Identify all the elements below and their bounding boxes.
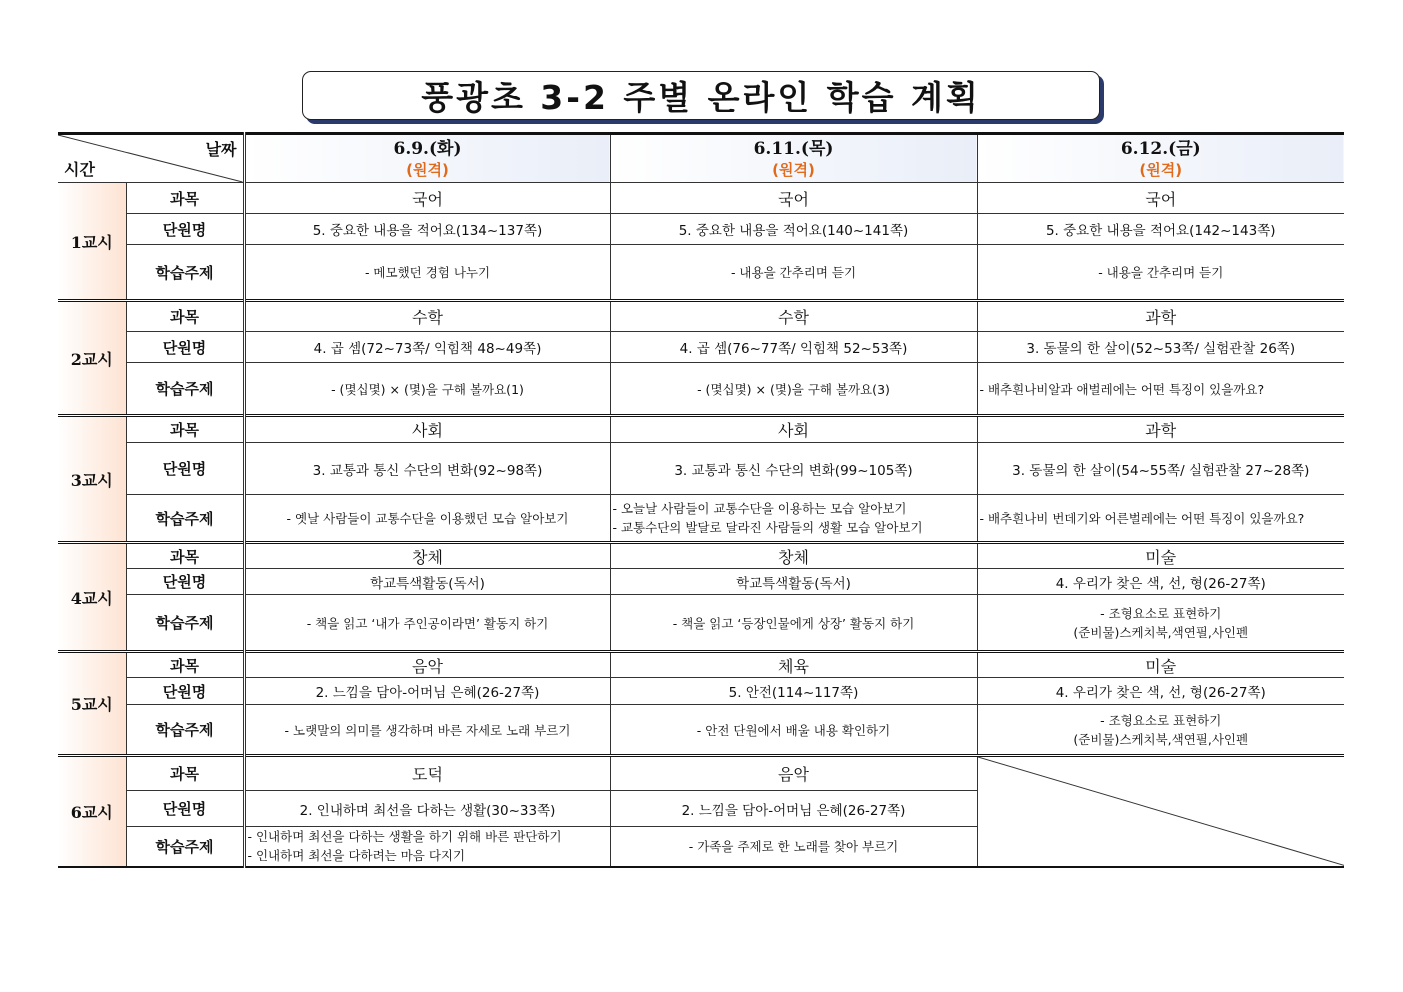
subject-cell: 창체 xyxy=(610,543,977,569)
topic-cell: - (몇십몇) × (몇)을 구해 볼까요(3) xyxy=(610,363,977,416)
topic-cell xyxy=(610,495,977,543)
unit-cell: 3. 동물의 한 살이(52~53쪽/ 실험관찰 26쪽) xyxy=(977,332,1344,363)
unit-cell: 2. 느낌을 담아-어머님 은혜(26-27쪽) xyxy=(244,678,610,705)
row-label-topic: 학습주제 xyxy=(126,363,244,416)
period-1-subject-row xyxy=(58,183,1344,214)
topic-cell: - 노랫말의 의미를 생각하며 바른 자세로 노래 부르기 xyxy=(244,705,610,756)
period-2-subject-row xyxy=(58,301,1344,332)
period-label: 1교시 xyxy=(58,183,126,301)
unit-cell: 5. 안전(114~117쪽) xyxy=(610,678,977,705)
day-date: 6.11.(목) xyxy=(753,138,834,159)
row-label-unit: 단원명 xyxy=(126,678,244,705)
period-5-unit-row xyxy=(58,678,1344,705)
period-4-topic-row xyxy=(58,595,1344,652)
row-label-subject: 과목 xyxy=(126,416,244,443)
topic-cell: - 내용을 간추리며 듣기 xyxy=(977,245,1344,301)
unit-cell: 5. 중요한 내용을 적어요(142~143쪽) xyxy=(977,214,1344,245)
period-label: 3교시 xyxy=(58,416,126,543)
date-label: 날짜 xyxy=(205,140,237,159)
header-row xyxy=(58,134,1344,183)
unit-cell: 5. 중요한 내용을 적어요(134~137쪽) xyxy=(244,214,610,245)
unit-cell: 5. 중요한 내용을 적어요(140~141쪽) xyxy=(610,214,977,245)
unit-cell: 3. 교통과 통신 수단의 변화(99~105쪽) xyxy=(610,443,977,495)
period-2-unit-row xyxy=(58,332,1344,363)
row-label-unit: 단원명 xyxy=(126,569,244,595)
page-title: 풍광초 3-2 주별 온라인 학습 계획 xyxy=(302,71,1100,120)
topic-cell xyxy=(977,705,1344,756)
row-label-topic: 학습주제 xyxy=(126,245,244,301)
day-header-2 xyxy=(610,134,977,183)
topic-line: - 교통수단의 발달로 달라진 사람들의 생활 모습 알아보기 xyxy=(612,520,923,535)
period-5-subject-row xyxy=(58,652,1344,678)
period-3-topic-row xyxy=(58,495,1344,543)
topic-line: - 조형요소로 표현하기 xyxy=(1100,712,1222,728)
topic-cell: - 배추흰나비알과 애벌레에는 어떤 특징이 있을까요? xyxy=(977,363,1344,416)
topic-line: (준비물)스케치북,색연필,사인펜 xyxy=(1073,624,1249,640)
topic-cell: - 책을 읽고 ‘내가 주인공이라면’ 활동지 하기 xyxy=(244,595,610,652)
period-3-unit-row xyxy=(58,443,1344,495)
row-label-topic: 학습주제 xyxy=(126,595,244,652)
topic-cell: - 배추흰나비 번데기와 어른벌레에는 어떤 특징이 있을까요? xyxy=(977,495,1344,543)
subject-cell: 도덕 xyxy=(244,756,610,791)
topic-cell: - 내용을 간추리며 듣기 xyxy=(610,245,977,301)
period-label: 4교시 xyxy=(58,543,126,652)
topic-cell: - 메모했던 경험 나누기 xyxy=(244,245,610,301)
corner-header xyxy=(58,134,244,183)
period-2-topic-row xyxy=(58,363,1344,416)
row-label-unit: 단원명 xyxy=(126,443,244,495)
subject-cell: 국어 xyxy=(610,183,977,214)
row-label-topic: 학습주제 xyxy=(126,705,244,756)
topic-cell: - 안전 단원에서 배울 내용 확인하기 xyxy=(610,705,977,756)
subject-cell: 국어 xyxy=(977,183,1344,214)
day-date: 6.9.(화) xyxy=(393,138,462,159)
unit-cell: 3. 교통과 통신 수단의 변화(92~98쪽) xyxy=(244,443,610,495)
subject-cell: 사회 xyxy=(244,416,610,443)
period-4-unit-row xyxy=(58,569,1344,595)
topic-cell: - 옛날 사람들이 교통수단을 이용했던 모습 알아보기 xyxy=(244,495,610,543)
unit-cell: 4. 우리가 찾은 색, 선, 형(26-27쪽) xyxy=(977,678,1344,705)
subject-cell: 미술 xyxy=(977,543,1344,569)
subject-cell: 국어 xyxy=(244,183,610,214)
topic-cell: - (몇십몇) × (몇)을 구해 볼까요(1) xyxy=(244,363,610,416)
unit-cell: 2. 인내하며 최선을 다하는 생활(30~33쪽) xyxy=(244,791,610,827)
topic-cell: - 책을 읽고 ‘등장인물에게 상장’ 활동지 하기 xyxy=(610,595,977,652)
day-header-3 xyxy=(977,134,1344,183)
day-mode: (원격) xyxy=(406,160,449,179)
period-label: 2교시 xyxy=(58,301,126,416)
period-5-topic-row xyxy=(58,705,1344,756)
topic-line: (준비물)스케치북,색연필,사인펜 xyxy=(1073,731,1249,747)
subject-cell: 체육 xyxy=(610,652,977,678)
topic-line: - 조형요소로 표현하기 xyxy=(1100,605,1222,621)
subject-cell: 창체 xyxy=(244,543,610,569)
row-label-subject: 과목 xyxy=(126,756,244,791)
topic-line: - 인내하며 최선을 다하려는 마음 다지기 xyxy=(247,848,466,864)
period-label: 6교시 xyxy=(58,756,126,867)
unit-cell: 4. 곱 셈(76~77쪽/ 익힘책 52~53쪽) xyxy=(610,332,977,363)
day-mode: (원격) xyxy=(1139,160,1183,179)
unit-cell: 3. 동물의 한 살이(54~55쪽/ 실험관찰 27~28쪽) xyxy=(977,443,1344,495)
period-label: 5교시 xyxy=(58,652,126,756)
subject-cell: 과학 xyxy=(977,416,1344,443)
day-mode: (원격) xyxy=(772,160,815,179)
unit-cell: 학교특색활동(독서) xyxy=(244,569,610,595)
subject-cell: 수학 xyxy=(610,301,977,332)
unit-cell: 학교특색활동(독서) xyxy=(610,569,977,595)
topic-cell: - 가족을 주제로 한 노래를 찾아 부르기 xyxy=(610,827,977,867)
topic-line: - 오늘날 사람들이 교통수단을 이용하는 모습 알아보기 xyxy=(612,501,907,516)
topic-cell xyxy=(977,595,1344,652)
row-label-subject: 과목 xyxy=(126,183,244,214)
period-4-subject-row xyxy=(58,543,1344,569)
topic-line: - 인내하며 최선을 다하는 생활을 하기 위해 바른 판단하기 xyxy=(247,829,562,845)
row-label-subject: 과목 xyxy=(126,652,244,678)
unit-cell: 4. 곱 셈(72~73쪽/ 익힘책 48~49쪽) xyxy=(244,332,610,363)
row-label-subject: 과목 xyxy=(126,301,244,332)
period-1-unit-row xyxy=(58,214,1344,245)
period-1-topic-row xyxy=(58,245,1344,301)
row-label-unit: 단원명 xyxy=(126,214,244,245)
row-label-subject: 과목 xyxy=(126,543,244,569)
empty-diagonal-cell xyxy=(977,756,1344,867)
subject-cell: 수학 xyxy=(244,301,610,332)
subject-cell: 사회 xyxy=(610,416,977,443)
row-label-unit: 단원명 xyxy=(126,791,244,827)
subject-cell: 음악 xyxy=(244,652,610,678)
unit-cell: 4. 우리가 찾은 색, 선, 형(26-27쪽) xyxy=(977,569,1344,595)
row-label-topic: 학습주제 xyxy=(126,495,244,543)
period-3-subject-row xyxy=(58,416,1344,443)
unit-cell: 2. 느낌을 담아-어머님 은혜(26-27쪽) xyxy=(610,791,977,827)
schedule-table xyxy=(58,132,1344,868)
subject-cell: 미술 xyxy=(977,652,1344,678)
period-6-subject-row xyxy=(58,756,1344,791)
empty-cell-diagonal xyxy=(978,757,1345,866)
topic-cell xyxy=(244,827,610,867)
day-header-1 xyxy=(244,134,610,183)
subject-cell: 과학 xyxy=(977,301,1344,332)
row-label-unit: 단원명 xyxy=(126,332,244,363)
time-label: 시간 xyxy=(64,160,95,179)
subject-cell: 음악 xyxy=(610,756,977,791)
day-date: 6.12.(금) xyxy=(1120,138,1201,159)
row-label-topic: 학습주제 xyxy=(126,827,244,867)
